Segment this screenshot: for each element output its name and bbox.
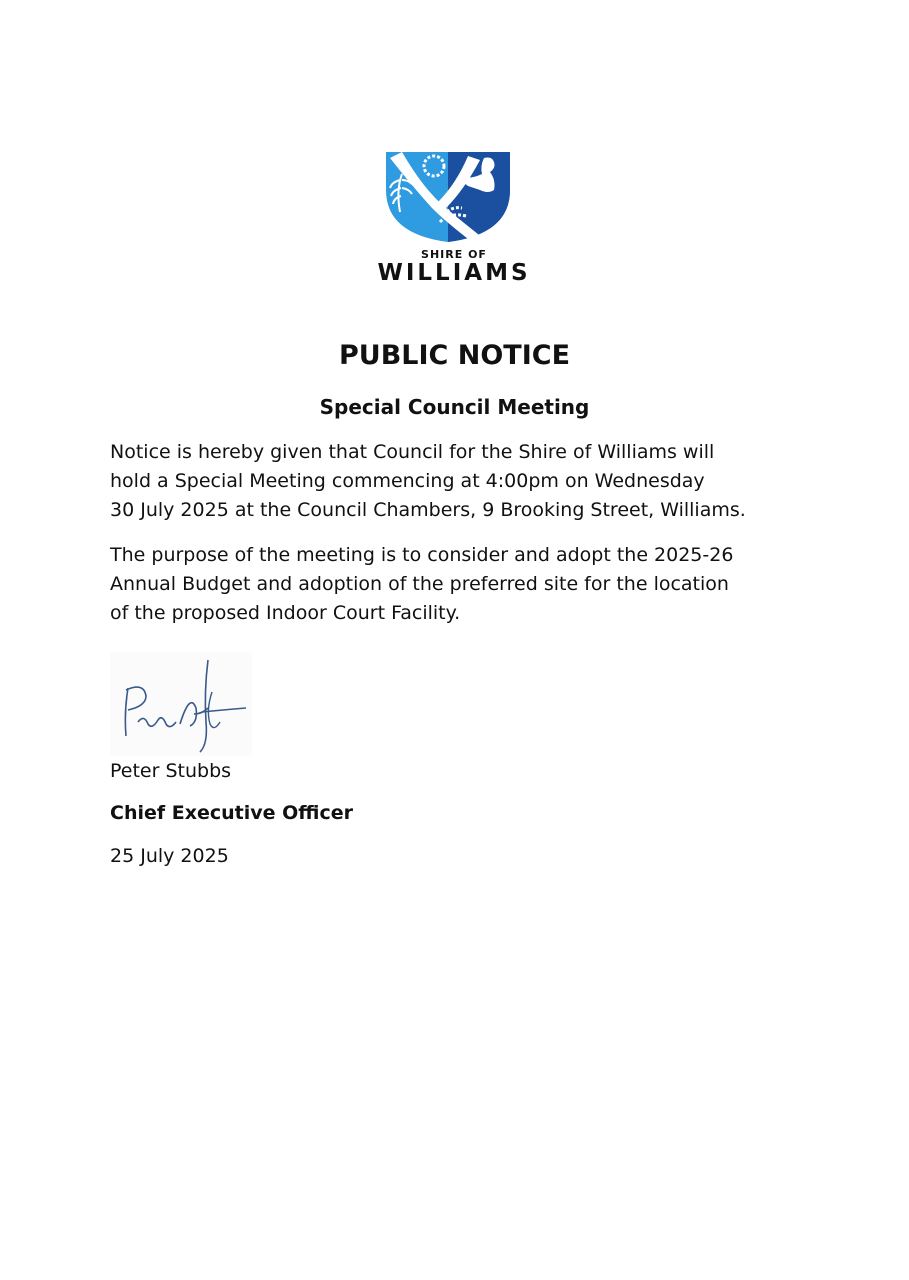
signature-icon xyxy=(110,652,252,756)
shire-emblem-icon xyxy=(384,150,512,244)
notice-paragraph-2 xyxy=(110,541,810,628)
shire-logo xyxy=(377,150,531,290)
paragraph-2-line: The purpose of the meeting is to consider and adopt the 2025-26 xyxy=(110,544,734,566)
notice-date: 25 July 2025 xyxy=(110,845,229,867)
notice-title: PUBLIC NOTICE xyxy=(338,340,571,371)
paragraph-2-line: of the proposed Indoor Court Facility. xyxy=(110,602,461,624)
paragraph-2-line: Annual Budget and adoption of the preferred site for the location xyxy=(110,573,729,595)
notice-paragraph-1 xyxy=(110,438,810,525)
paragraph-1-line: 30 July 2025 at the Council Chambers, 9 Brooking Street, Williams. xyxy=(110,499,746,521)
logo-line-williams: WILLIAMS xyxy=(377,260,531,286)
paragraph-1-line: hold a Special Meeting commencing at 4:00pm on Wednesday xyxy=(110,470,705,492)
signatory-role: Chief Executive Officer xyxy=(110,802,354,824)
paragraph-1-line: Notice is hereby given that Council for the Shire of Williams will xyxy=(110,441,715,463)
logo-line-shire-of: SHIRE OF xyxy=(421,248,487,261)
signatory-name: Peter Stubbs xyxy=(110,760,232,782)
notice-subtitle: Special Council Meeting xyxy=(319,395,590,419)
handwritten-signature xyxy=(110,652,252,756)
